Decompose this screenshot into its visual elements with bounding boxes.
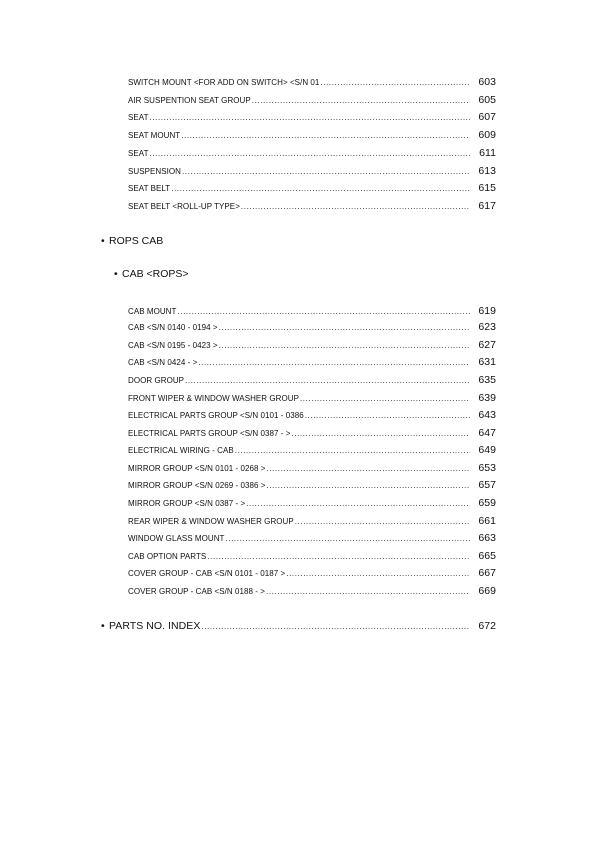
toc-entry-title: SEAT BELT (128, 184, 171, 193)
leader-dots (182, 167, 470, 176)
toc-entry[interactable] (128, 129, 496, 141)
leader-dots (295, 517, 470, 526)
toc-entry[interactable] (128, 409, 496, 421)
toc-entry[interactable] (128, 550, 496, 562)
toc-entry-page: 639 (478, 392, 496, 404)
toc-entry-page: 663 (478, 532, 496, 544)
toc-entry-page: 619 (478, 305, 496, 317)
leader-dots (181, 131, 470, 140)
leader-dots (207, 552, 470, 561)
toc-entry-parts-index[interactable] (101, 620, 496, 632)
toc-entry[interactable] (128, 444, 496, 456)
toc-entry[interactable] (128, 94, 496, 106)
toc-entry-page: 649 (478, 444, 496, 456)
toc-entry-page: 653 (478, 462, 496, 474)
toc-entry-page: 667 (478, 567, 496, 579)
toc-entry-page: 657 (478, 479, 496, 491)
toc-entry-page: 615 (478, 182, 496, 194)
toc-entry[interactable] (128, 497, 496, 509)
toc-entry-page: 643 (478, 409, 496, 421)
toc-entry-title: ELECTRICAL PARTS GROUP <S/N 0387 - > (128, 429, 291, 438)
toc-entry[interactable] (128, 392, 496, 404)
toc-entry-title: SUSPENSION (128, 167, 181, 176)
toc-entry[interactable] (128, 515, 496, 527)
toc-entry-title: COVER GROUP - CAB <S/N 0188 - > (128, 587, 266, 596)
leader-dots (150, 113, 470, 122)
leader-dots (201, 622, 470, 631)
toc-entry-page: 661 (478, 515, 496, 527)
toc-entry-page: 609 (478, 129, 496, 141)
toc-entry-page: 611 (479, 147, 496, 159)
leader-dots (320, 78, 470, 87)
toc-entry-page: 617 (478, 200, 496, 212)
toc-entry-page: 635 (478, 374, 496, 386)
toc-entry[interactable] (128, 339, 496, 351)
toc-entry[interactable] (128, 147, 496, 159)
toc-entry-page: 605 (478, 94, 496, 106)
toc-entry-page: 607 (478, 111, 496, 123)
toc-entry-page: 631 (478, 356, 496, 368)
toc-entry[interactable] (128, 165, 496, 177)
toc-entry[interactable] (128, 321, 496, 333)
toc-entry-title: DOOR GROUP (128, 376, 185, 385)
toc-entry-title: SEAT (128, 149, 149, 158)
toc-entry-page: 613 (478, 165, 496, 177)
toc-entry-title: SEAT BELT <ROLL-UP TYPE> (128, 202, 240, 211)
toc-entry-title: COVER GROUP - CAB <S/N 0101 - 0187 > (128, 569, 286, 578)
toc-entry-title: MIRROR GROUP <S/N 0269 - 0386 > (128, 481, 266, 490)
toc-entry[interactable] (128, 462, 496, 474)
leader-dots (198, 358, 470, 367)
leader-dots (177, 307, 470, 316)
toc-entry-title: CAB <S/N 0195 - 0423 > (128, 341, 218, 350)
toc-entry-page: 672 (478, 620, 496, 632)
bullet-icon: • (101, 620, 105, 632)
toc-entry-title: PARTS NO. INDEX (109, 620, 201, 632)
toc-entry-title: AIR SUSPENTION SEAT GROUP (128, 96, 251, 105)
toc-entry[interactable] (128, 532, 496, 544)
toc-entry-title: SWITCH MOUNT <FOR ADD ON SWITCH> <S/N 01 (128, 78, 320, 87)
subsection-heading-cab-rops[interactable] (114, 268, 189, 280)
leader-dots (291, 429, 470, 438)
toc-entry-page: 603 (478, 76, 496, 88)
bullet-icon: • (114, 268, 118, 280)
toc-entry[interactable] (128, 479, 496, 491)
leader-dots (150, 149, 470, 158)
toc-entry[interactable] (128, 374, 496, 386)
leader-dots (219, 341, 470, 350)
subsection-heading-label: CAB <ROPS> (122, 268, 189, 280)
toc-entry-title: CAB <S/N 0140 - 0194 > (128, 323, 218, 332)
toc-entry-title: CAB MOUNT (128, 307, 177, 316)
section-heading-label: ROPS CAB (109, 235, 164, 247)
leader-dots (185, 376, 470, 385)
toc-entry-page: 669 (478, 585, 496, 597)
toc-entry[interactable] (128, 182, 496, 194)
leader-dots (266, 464, 470, 473)
toc-entry-title: ELECTRICAL PARTS GROUP <S/N 0101 - 0386 (128, 411, 304, 420)
leader-dots (266, 481, 470, 490)
leader-dots (219, 323, 470, 332)
toc-entry[interactable] (128, 427, 496, 439)
toc-entry-title: MIRROR GROUP <S/N 0387 - > (128, 499, 246, 508)
toc-entry-title: SEAT MOUNT (128, 131, 181, 140)
toc-entry-title: REAR WIPER & WINDOW WASHER GROUP (128, 517, 294, 526)
toc-entry-title: ELECTRICAL WIRING - CAB (128, 446, 234, 455)
leader-dots (235, 446, 470, 455)
toc-entry[interactable] (128, 200, 496, 212)
toc-entry-title: FRONT WIPER & WINDOW WASHER GROUP (128, 394, 299, 403)
toc-entry-title: CAB OPTION PARTS (128, 552, 207, 561)
toc-entry-page: 665 (478, 550, 496, 562)
leader-dots (266, 587, 470, 596)
leader-dots (171, 184, 470, 193)
toc-entry[interactable] (128, 585, 496, 597)
leader-dots (300, 394, 470, 403)
leader-dots (241, 202, 470, 211)
toc-entry[interactable] (128, 567, 496, 579)
leader-dots (305, 411, 470, 420)
toc-entry-title: CAB <S/N 0424 - > (128, 358, 198, 367)
leader-dots (246, 499, 470, 508)
leader-dots (286, 569, 470, 578)
toc-entry-title: WINDOW GLASS MOUNT (128, 534, 225, 543)
toc-entry-title: MIRROR GROUP <S/N 0101 - 0268 > (128, 464, 266, 473)
toc-entry-page: 623 (478, 321, 496, 333)
leader-dots (225, 534, 470, 543)
toc-entry-title: SEAT (128, 113, 149, 122)
toc-entry[interactable] (128, 111, 496, 123)
leader-dots (252, 96, 470, 105)
toc-entry[interactable] (128, 356, 496, 368)
section-heading-rops-cab[interactable] (101, 235, 163, 247)
toc-entry[interactable] (128, 305, 496, 317)
bullet-icon: • (101, 235, 105, 247)
toc-entry-page: 659 (478, 497, 496, 509)
toc-entry-page: 627 (478, 339, 496, 351)
toc-entry[interactable] (128, 76, 496, 88)
toc-entry-page: 647 (478, 427, 496, 439)
